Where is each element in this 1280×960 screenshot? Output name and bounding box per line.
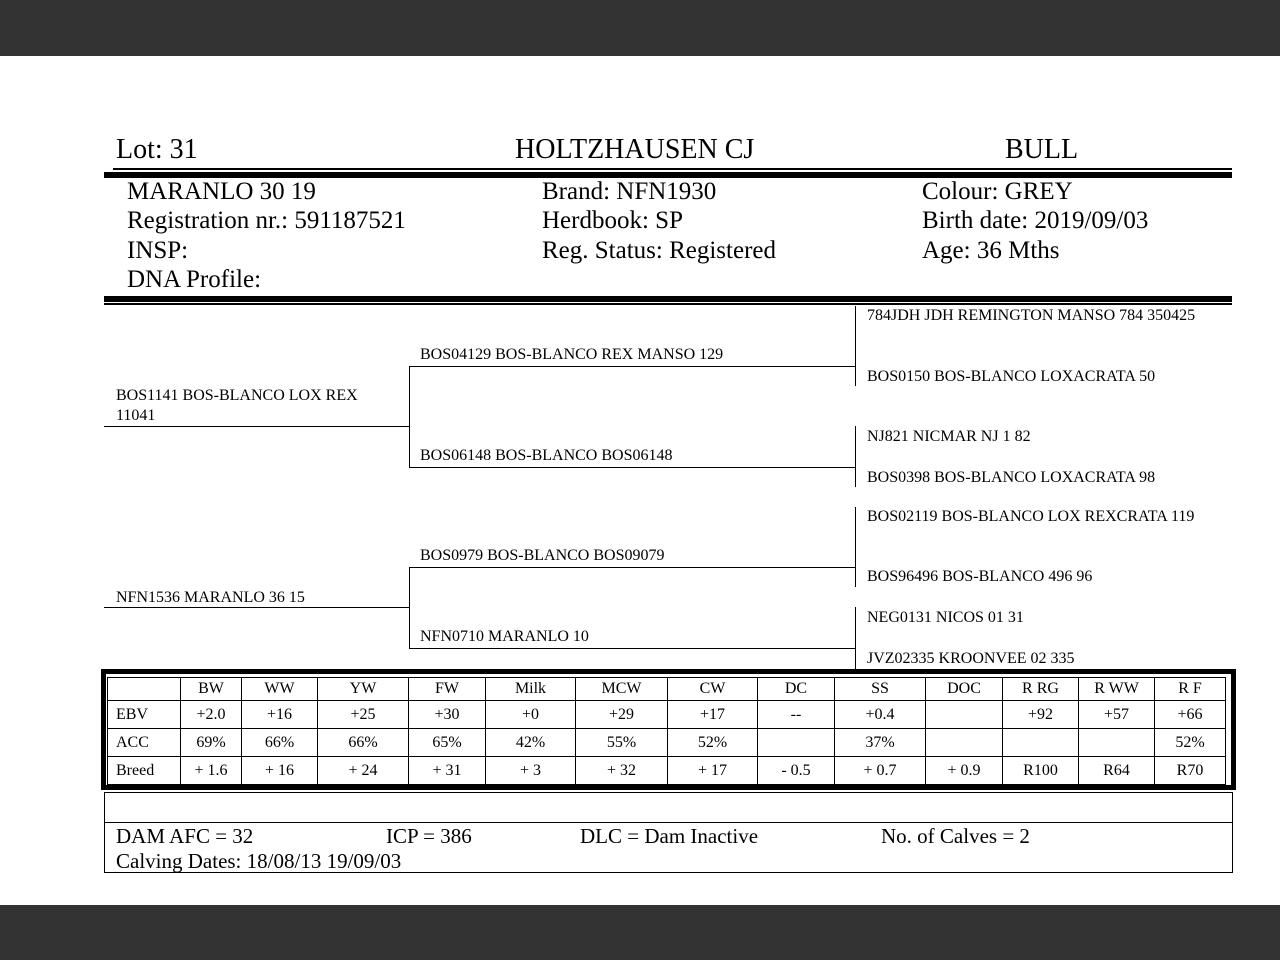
acc-cell <box>758 729 835 757</box>
pedigree-dam-sire: BOS0979 BOS-BLANCO BOS09079 <box>420 547 665 564</box>
acc-cell: 52% <box>668 729 758 757</box>
ebv-cell: +0 <box>486 701 576 729</box>
ebv-col-doc: DOC <box>926 678 1003 701</box>
ebv-cell: +66 <box>1155 701 1226 729</box>
ebv-cell: +92 <box>1003 701 1079 729</box>
breed-cell: + 17 <box>668 757 758 785</box>
breed-cell: + 24 <box>318 757 409 785</box>
acc-row <box>108 729 1226 757</box>
ebv-col-milk: Milk <box>486 678 576 701</box>
breed-cell: - 0.5 <box>758 757 835 785</box>
ebv-cell: +30 <box>409 701 486 729</box>
ebv-col-ss: SS <box>835 678 926 701</box>
acc-cell: 69% <box>181 729 242 757</box>
pedigree-sire-dam: BOS06148 BOS-BLANCO BOS06148 <box>420 447 673 464</box>
pedigree-ggp-6: BOS96496 BOS-BLANCO 496 96 <box>867 568 1093 585</box>
breed-cell: + 32 <box>576 757 668 785</box>
ebv-col-rrg: R RG <box>1003 678 1079 701</box>
breed-cell: + 31 <box>409 757 486 785</box>
breed-row <box>108 757 1226 785</box>
ebv-header-row <box>108 678 1226 701</box>
ebv-col-dc: DC <box>758 678 835 701</box>
ebv-col-yw: YW <box>318 678 409 701</box>
reg-status: Reg. Status: Registered <box>542 237 776 264</box>
ebv-cell <box>926 701 1003 729</box>
breed-cell: R70 <box>1155 757 1226 785</box>
calving-dates: Calving Dates: 18/08/13 19/09/03 <box>116 849 402 873</box>
birth-date: Birth date: 2019/09/03 <box>922 207 1149 234</box>
pedigree-dam-dam: NFN0710 MARANLO 10 <box>420 628 589 645</box>
ebv-col-rww: R WW <box>1079 678 1155 701</box>
ebv-cell: EBV <box>108 701 181 729</box>
dna-profile: DNA Profile: <box>127 266 262 293</box>
insp: INSP: <box>127 237 189 264</box>
colour: Colour: GREY <box>922 178 1073 205</box>
header-rule-thin <box>113 168 1232 170</box>
ebv-col-bw: BW <box>181 678 242 701</box>
pedigree-sire-sire: BOS04129 BOS-BLANCO REX MANSO 129 <box>420 346 724 363</box>
ped-line-ds <box>409 567 855 568</box>
ped-bracket-sire <box>409 366 410 467</box>
ebv-col-cw: CW <box>668 678 758 701</box>
ebv-cell: +17 <box>668 701 758 729</box>
breed-cell: + 16 <box>242 757 318 785</box>
breed-cell: Breed <box>108 757 181 785</box>
footer-separator <box>104 822 1233 823</box>
lot-number: Lot: 31 <box>116 134 198 165</box>
ebv-cell: +29 <box>576 701 668 729</box>
acc-cell: 55% <box>576 729 668 757</box>
pedigree-sire: BOS1141 BOS-BLANCO LOX REX 11041 <box>116 387 358 424</box>
ped-bracket-ss <box>855 306 856 386</box>
breed-cell: R100 <box>1003 757 1079 785</box>
ebv-cell: +0.4 <box>835 701 926 729</box>
acc-cell: 66% <box>318 729 409 757</box>
ebv-table <box>107 677 1226 785</box>
acc-cell <box>926 729 1003 757</box>
acc-cell: 37% <box>835 729 926 757</box>
number-of-calves: No. of Calves = 2 <box>881 824 1030 848</box>
herdbook: Herdbook: SP <box>542 207 683 234</box>
ebv-col-rf: R F <box>1155 678 1226 701</box>
info-rule-thick <box>104 296 1232 302</box>
acc-cell: 66% <box>242 729 318 757</box>
acc-cell <box>1003 729 1079 757</box>
acc-cell: 42% <box>486 729 576 757</box>
ebv-col-ww: WW <box>242 678 318 701</box>
top-bar <box>0 0 1280 56</box>
breed-cell: + 0.9 <box>926 757 1003 785</box>
acc-cell: ACC <box>108 729 181 757</box>
pedigree-ggp-1: 784JDH JDH REMINGTON MANSO 784 350425 <box>867 307 1196 324</box>
age: Age: 36 Mths <box>922 237 1060 264</box>
info-rule-thin <box>104 303 1232 305</box>
breed-cell: + 1.6 <box>181 757 242 785</box>
pedigree-ggp-5: BOS02119 BOS-BLANCO LOX REXCRATA 119 <box>867 508 1195 525</box>
registration-number: Registration nr.: 591187521 <box>127 207 406 234</box>
pedigree-ggp-8: JVZ02335 KROONVEE 02 335 <box>867 650 1075 667</box>
ebv-row <box>108 701 1226 729</box>
ped-line-sire <box>104 426 409 427</box>
ped-bracket-dam <box>409 567 410 648</box>
ped-bracket-sd <box>855 426 856 487</box>
pedigree-ggp-4: BOS0398 BOS-BLANCO LOXACRATA 98 <box>867 469 1156 486</box>
bottom-bar <box>0 905 1280 960</box>
ebv-cell: +2.0 <box>181 701 242 729</box>
seller-name: HOLTZHAUSEN CJ <box>515 134 755 165</box>
ebv-cell: +25 <box>318 701 409 729</box>
acc-cell: 65% <box>409 729 486 757</box>
acc-cell <box>1079 729 1155 757</box>
icp: ICP = 386 <box>386 824 472 848</box>
breed-cell: R64 <box>1079 757 1155 785</box>
animal-sex: BULL <box>1005 134 1079 165</box>
dam-afc: DAM AFC = 32 <box>116 824 254 848</box>
ebv-cell: +16 <box>242 701 318 729</box>
ped-line-ss <box>409 366 855 367</box>
acc-cell: 52% <box>1155 729 1226 757</box>
dlc: DLC = Dam Inactive <box>580 824 759 848</box>
ebv-col-label <box>108 678 181 701</box>
animal-name: MARANLO 30 19 <box>127 178 316 205</box>
ebv-col-fw: FW <box>409 678 486 701</box>
pedigree-ggp-3: NJ821 NICMAR NJ 1 82 <box>867 428 1031 445</box>
breed-cell: + 3 <box>486 757 576 785</box>
ped-line-sd <box>409 467 855 468</box>
ebv-cell: +57 <box>1079 701 1155 729</box>
pedigree-ggp-2: BOS0150 BOS-BLANCO LOXACRATA 50 <box>867 368 1156 385</box>
pedigree-dam: NFN1536 MARANLO 36 15 <box>116 589 305 606</box>
breed-cell: + 0.7 <box>835 757 926 785</box>
brand: Brand: NFN1930 <box>542 178 717 205</box>
pedigree-ggp-7: NEG0131 NICOS 01 31 <box>867 609 1024 626</box>
ped-bracket-dd <box>855 607 856 669</box>
ebv-col-mcw: MCW <box>576 678 668 701</box>
ebv-cell: -- <box>758 701 835 729</box>
ped-line-dd <box>409 648 855 649</box>
ped-bracket-ds <box>855 507 856 587</box>
